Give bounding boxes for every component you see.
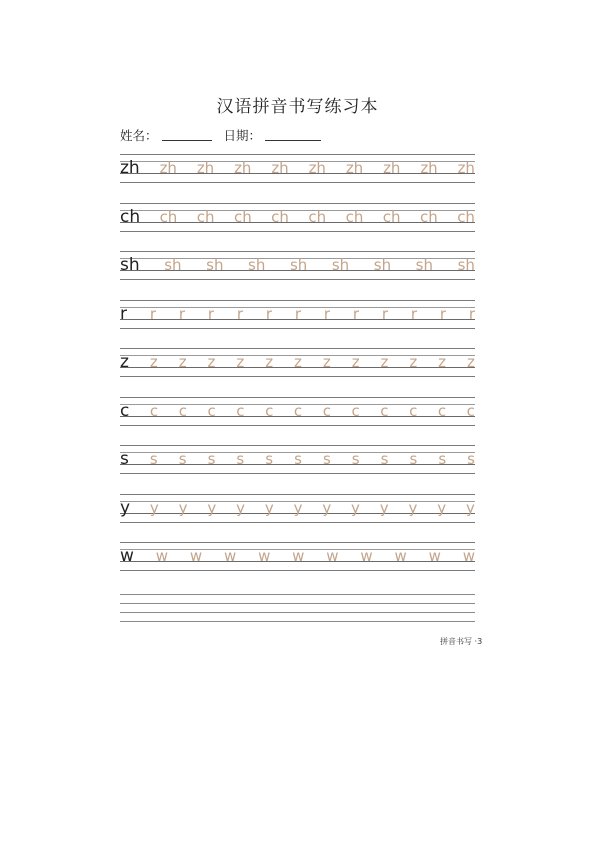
trace-letter: z	[351, 353, 360, 371]
practice-row	[120, 542, 475, 570]
trace-letter: w	[462, 547, 475, 565]
trace-letter: c	[437, 401, 447, 420]
trace-letter: s	[409, 450, 418, 468]
ruled-line	[120, 376, 475, 377]
practice-row	[120, 445, 475, 473]
ruled-line	[120, 425, 475, 426]
trace-letter: zh	[420, 159, 438, 177]
trace-letter: s	[207, 450, 216, 468]
trace-letter: z	[409, 353, 418, 371]
trace-letter: s	[236, 450, 245, 468]
trace-letter: z	[380, 353, 389, 371]
trace-letter: sh	[289, 256, 308, 274]
trace-letter: y	[293, 498, 303, 517]
trace-letter: zh	[271, 159, 289, 177]
trace-letter: r	[236, 304, 243, 323]
trace-letter: ch	[271, 207, 289, 226]
ruled-line	[120, 594, 475, 595]
trace-letter: z	[467, 353, 475, 371]
trace-letter: c	[322, 401, 331, 420]
ruled-line	[120, 328, 475, 329]
trace-letter: y	[465, 498, 475, 517]
trace-letter: ch	[159, 207, 178, 226]
model-letter: ch	[120, 206, 141, 227]
row-letters	[120, 158, 475, 178]
trace-letter: r	[468, 304, 475, 323]
trace-letter: ch	[419, 207, 438, 226]
practice-sheet	[120, 154, 475, 591]
ruled-line	[120, 251, 475, 252]
trace-letter: z	[322, 353, 331, 371]
row-letters	[120, 546, 475, 566]
ruled-line	[120, 612, 475, 613]
model-letter: s	[120, 449, 129, 469]
trace-letter: sh	[457, 256, 475, 274]
trace-letter: y	[236, 498, 245, 517]
trace-letter: c	[466, 401, 475, 420]
trace-letter: y	[408, 498, 418, 517]
trace-letter: y	[379, 498, 389, 517]
practice-row	[120, 203, 475, 231]
trace-letter: z	[178, 353, 187, 371]
trace-letter: s	[467, 450, 475, 468]
trace-letter: r	[323, 304, 330, 323]
trace-letter: ch	[345, 207, 364, 226]
trace-letter: y	[351, 498, 360, 517]
ruled-line	[120, 445, 475, 446]
ruled-line	[120, 570, 475, 571]
trace-letter: w	[223, 547, 237, 565]
trace-letter: sh	[206, 256, 224, 274]
trace-letter: y	[178, 498, 188, 517]
trace-letter: ch	[196, 207, 215, 226]
trace-letter: s	[438, 450, 447, 468]
ruled-line	[120, 522, 475, 523]
practice-row	[120, 300, 475, 328]
date-label: 日期：	[223, 128, 262, 143]
model-letter: zh	[120, 158, 140, 178]
trace-letter: y	[207, 498, 217, 517]
trace-letter: s	[149, 450, 158, 468]
ruled-line	[120, 231, 475, 232]
trace-letter: c	[293, 401, 303, 420]
trace-letter: r	[410, 304, 417, 323]
name-date-bar	[120, 126, 333, 144]
trace-letter: s	[265, 450, 274, 468]
trace-letter: c	[207, 401, 216, 420]
trace-letter: y	[149, 498, 159, 517]
trace-letter: sh	[248, 256, 266, 274]
trace-letter: w	[258, 547, 271, 565]
trace-letter: zh	[234, 159, 252, 177]
trace-letter: w	[292, 547, 305, 565]
trace-letter: s	[178, 450, 187, 468]
trace-letter: c	[265, 401, 274, 420]
trace-letter: r	[381, 304, 388, 323]
trace-letter: r	[294, 304, 301, 323]
trace-letter: w	[155, 547, 169, 565]
trace-letter: zh	[308, 159, 326, 177]
model-letter: r	[120, 303, 127, 324]
ruled-line	[120, 397, 475, 398]
trace-letter: zh	[159, 159, 177, 177]
model-letter: c	[120, 400, 130, 421]
trace-letter: ch	[382, 207, 401, 226]
model-letter: sh	[120, 255, 140, 275]
trace-letter: r	[352, 304, 359, 323]
trace-letter: sh	[373, 256, 392, 274]
ruled-line	[120, 279, 475, 280]
trace-letter: y	[437, 498, 447, 517]
trace-letter: sh	[331, 256, 350, 274]
trace-letter: w	[394, 547, 407, 565]
ruled-line	[120, 348, 475, 349]
trace-letter: zh	[457, 159, 475, 177]
trace-letter: r	[207, 304, 214, 323]
trace-letter: z	[294, 353, 302, 371]
page-title: 汉语拼音书写练习本	[216, 97, 379, 117]
trace-letter: r	[265, 304, 272, 323]
trace-letter: w	[360, 547, 373, 565]
trace-letter: r	[178, 304, 185, 323]
trace-letter: y	[264, 498, 274, 517]
trace-letter: w	[326, 547, 339, 565]
trace-letter: c	[351, 401, 360, 420]
trace-letter: s	[294, 450, 302, 468]
trace-letter: sh	[415, 256, 433, 274]
trace-letter: y	[322, 498, 332, 517]
practice-row	[120, 348, 475, 376]
name-label: 姓名：	[120, 128, 158, 143]
trace-letter: c	[409, 401, 418, 420]
ruled-line	[120, 542, 475, 543]
practice-row	[120, 251, 475, 279]
row-letters	[120, 449, 475, 469]
trace-letter: r	[149, 304, 156, 323]
trace-letter: s	[351, 450, 360, 468]
trace-letter: s	[380, 450, 389, 468]
trace-letter: s	[322, 450, 331, 468]
row-letters	[120, 207, 475, 227]
trace-letter: c	[149, 401, 159, 420]
ruled-line	[120, 494, 475, 495]
ruled-line	[120, 603, 475, 604]
ruled-line	[120, 203, 475, 204]
trace-letter: z	[149, 353, 158, 371]
practice-row	[120, 494, 475, 522]
blank-practice-lines	[120, 594, 475, 624]
name-blank-line	[162, 139, 212, 141]
trace-letter: ch	[457, 207, 475, 226]
trace-letter: c	[380, 401, 389, 420]
ruled-line	[120, 300, 475, 301]
row-letters	[120, 255, 475, 275]
page-footer: 拼音书写 ·3	[440, 637, 483, 646]
trace-letter: r	[439, 304, 446, 323]
trace-letter: ch	[233, 207, 252, 226]
ruled-line	[120, 473, 475, 474]
ruled-line	[120, 182, 475, 183]
trace-letter: sh	[164, 256, 182, 274]
row-letters	[120, 352, 475, 372]
row-letters	[120, 304, 475, 324]
practice-row	[120, 397, 475, 425]
trace-letter: z	[265, 353, 274, 371]
model-letter: y	[120, 497, 131, 518]
model-letter: z	[120, 352, 129, 372]
row-letters	[120, 401, 475, 421]
trace-letter: zh	[345, 159, 364, 177]
trace-letter: ch	[308, 207, 327, 226]
trace-letter: c	[178, 401, 187, 420]
practice-row	[120, 154, 475, 182]
trace-letter: z	[438, 353, 447, 371]
trace-letter: z	[207, 353, 216, 371]
trace-letter: c	[236, 401, 245, 420]
row-letters	[120, 498, 475, 518]
ruled-line	[120, 154, 475, 155]
trace-letter: zh	[196, 159, 215, 177]
trace-letter: zh	[383, 159, 401, 177]
ruled-line	[120, 621, 475, 622]
date-blank-line	[265, 139, 321, 141]
trace-letter: w	[189, 547, 203, 565]
model-letter: w	[120, 546, 134, 566]
trace-letter: z	[236, 353, 245, 371]
trace-letter: w	[428, 547, 441, 565]
